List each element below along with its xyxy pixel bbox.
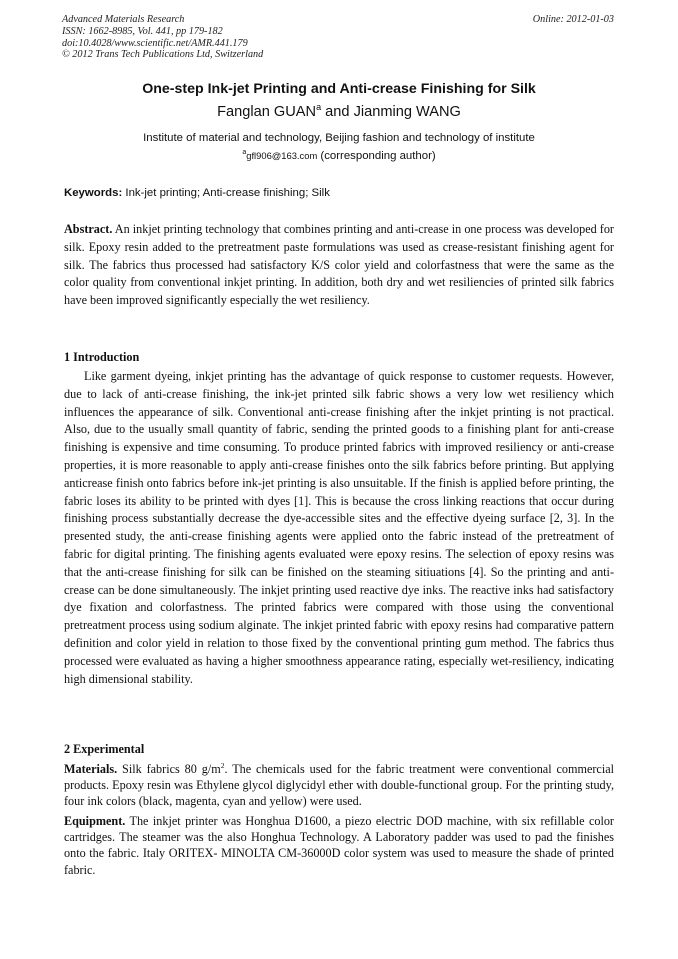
author-first: Fanglan GUAN	[217, 104, 317, 120]
email-sup: a	[242, 149, 247, 157]
equipment-text: The inkjet printer was Honghua D1600, a piezo electric DOD machine, with six refillable color cartridges. The steamer was the also Honghua Technology. A Laboratory padder was used to pad the finishes onto the fabric. Italy ORITEX- MINOLTA CM-36000D color system was used to measure the shade of printed fabric.	[64, 814, 614, 877]
author-line	[0, 104, 678, 120]
materials-text-a: Silk fabrics 80 g/m	[117, 762, 221, 776]
materials-paragraph	[64, 761, 614, 810]
materials-label: Materials.	[64, 762, 118, 776]
equipment-label: Equipment.	[64, 814, 126, 828]
materials-text-b: . The chemicals used for the fabric treatment were conventional commercial products. Epoxy resin was Ethylene glycol diglycidyl ether with double-functional group. For the printing study, four ink colors (black, magenta, cyan and yellow) were used.	[64, 762, 615, 809]
email-address[interactable]: gfl906@163.com	[246, 150, 318, 161]
author-first-sup: a	[316, 102, 322, 113]
section-heading-introduction: 1 Introduction	[64, 350, 140, 364]
paper-title: One-step Ink-jet Printing and Anti-crease Finishing for Silk	[142, 81, 536, 97]
keywords-text: Ink-jet printing; Anti-crease finishing; Silk	[122, 187, 330, 199]
journal-issn: ISSN: 1662-8985, Vol. 441, pp 179-182	[62, 25, 223, 37]
author-second: and Jianming WANG	[321, 104, 461, 120]
equipment-paragraph	[64, 813, 614, 878]
affiliation: Institute of material and technology, Beijing fashion and technology of institute	[143, 132, 535, 144]
abstract-text: An inkjet printing technology that combines printing and anti-crease in one process was developed for silk. Epoxy resin added to the pretreatment paste formulations was used as crease-resistant finishing agent for silk. The fabrics thus processed had satisfactory K/S color yield and colorfastness that were the same as the color quality from conventional inkjet printing. In addition, both dry and wet resiliencies of printed silk fabrics have been improved significantly especially the wet resiliency.	[64, 222, 614, 308]
journal-name: Advanced Materials Research	[62, 14, 185, 25]
section-heading-experimental: 2 Experimental	[64, 742, 145, 756]
online-date: Online: 2012-01-03	[532, 14, 614, 25]
keywords	[64, 187, 330, 199]
journal-header	[62, 14, 263, 61]
abstract-label: Abstract.	[64, 222, 113, 236]
journal-doi: doi:10.4028/www.scientific.net/AMR.441.179	[62, 37, 248, 49]
keywords-label: Keywords:	[64, 187, 123, 199]
journal-copyright: © 2012 Trans Tech Publications Ltd, Switzerland	[62, 49, 264, 61]
abstract-paragraph	[64, 221, 614, 310]
email-line	[0, 150, 678, 162]
materials-sup: 2	[220, 760, 225, 770]
email-note: (corresponding author)	[317, 150, 436, 162]
introduction-paragraph: Like garment dyeing, inkjet printing has the advantage of quick response to customer requests. However, due to lack of anti-crease finishing, the ink-jet printed silk fabric shows a very low wet resiliency which influences the appearance of silk. Conventional anti-crease finishing after the inkjet printing is not practical. Also, due to the usually small quantity of fabric, sending the printed goods to a finishing plant for anti-crease finishing is expensive and time consuming. To produce printed fabrics with improved resiliency or anti-crease properties, it is more reasonable to apply anti-crease finishes onto the silk fabrics before printing. But applying anticrease finish onto fabrics before ink-jet printing is also unsuitable. If the finish is applied before printing, the fabric loses its ability to be printed with dyes [1]. This is because the cross linking reactions that occur during finishing process substantially decrease the dye-accessible sites and the effective dyeing surface [2, 3]. In the presented study, the anti-crease finishing agents were applied onto the fabric instead of the pretreatment of fabric for digital printing. The finishing agents evaluated were epoxy resins. The selection of epoxy resins was that the anti-crease finishing for silk can be finished on the steaming sitiuations [4]. So the printing and anti-crease can be done simultaneously. The inkjet printing used reactive dye inks. The reactive inks had satisfactory dye fixation and colorfastness. The printed fabrics were compared with those using the conventional pretreatment process using sodium alginate. The inkjet printed fabric with epoxy resins had comparative pattern definition and color yield in relation to those fixed by the conventional printing gum method. The fabrics thus processed were evaluated as having a higher smoothness appearance rating, especially wet-resiliency, indicating high dimensional stability.	[64, 369, 614, 686]
